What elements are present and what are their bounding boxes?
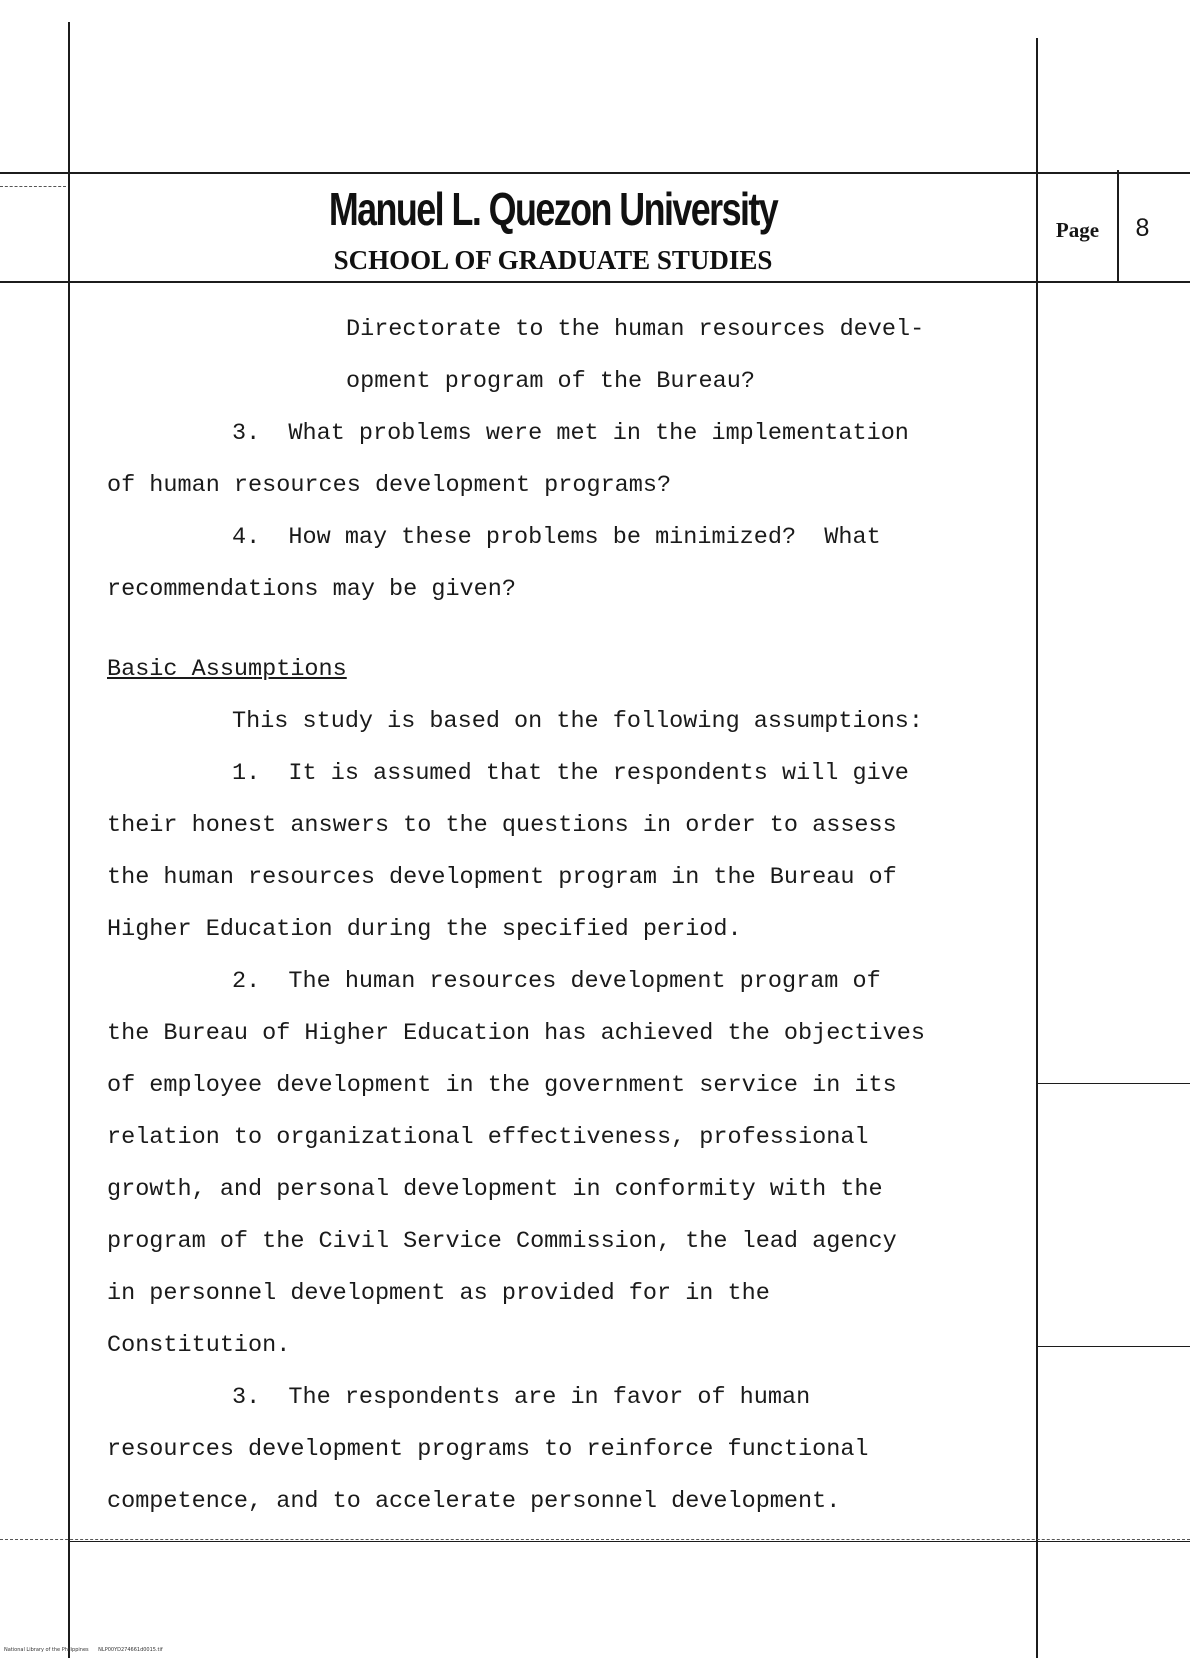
text-line: the Bureau of Higher Education has achieved the objectives (107, 1020, 925, 1047)
scan-footer-note: National Library of the Philippines NLP00YD274661d0015.tif (4, 1647, 163, 1653)
text-line: 4. How may these problems be minimized? What (232, 524, 881, 551)
text-line: 3. The respondents are in favor of human (232, 1384, 811, 1411)
text-line: recommendations may be given? (107, 576, 516, 603)
header-top-rule (0, 172, 1190, 174)
right-margin-mark-1 (1038, 1083, 1190, 1084)
page-label: Page (1055, 218, 1100, 242)
text-line: program of the Civil Service Commission, the lead agency (107, 1228, 897, 1255)
text-line: resources development programs to reinforce functional (107, 1436, 869, 1463)
text-line: growth, and personal development in conformity with the (107, 1176, 883, 1203)
section-heading: Basic Assumptions (107, 656, 347, 683)
text-line: opment program of the Bureau? (346, 368, 755, 395)
header-bottom-rule (0, 281, 1190, 283)
text-line: This study is based on the following assumptions: (232, 708, 924, 735)
text-line: relation to organizational effectiveness, professional (107, 1124, 869, 1151)
text-line: of human resources development programs? (107, 472, 672, 499)
right-margin-mark-2 (1038, 1346, 1190, 1347)
footer-dashed-rule (0, 1539, 1190, 1540)
text-line: of employee development in the government service in its (107, 1072, 897, 1099)
text-line: 2. The human resources development program of (232, 968, 881, 995)
school-name: SCHOOL OF GRADUATE STUDIES (333, 245, 773, 275)
left-dashed-mark (0, 186, 66, 187)
text-line: Constitution. (107, 1332, 291, 1359)
text-line: competence, and to accelerate personnel development. (107, 1488, 841, 1515)
footer-rule (68, 1541, 1190, 1542)
page-number: 8 (1135, 214, 1150, 242)
text-line: in personnel development as provided for in the (107, 1280, 770, 1307)
text-line: 3. What problems were met in the implementation (232, 420, 909, 447)
text-line: Higher Education during the specified period. (107, 916, 742, 943)
text-line: Directorate to the human resources devel- (346, 316, 925, 343)
text-line: their honest answers to the questions in order to assess (107, 812, 897, 839)
text-line: the human resources development program in the Bureau of (107, 864, 897, 891)
text-line: 1. It is assumed that the respondents will give (232, 760, 909, 787)
university-name: Manuel L. Quezon University (328, 183, 778, 235)
